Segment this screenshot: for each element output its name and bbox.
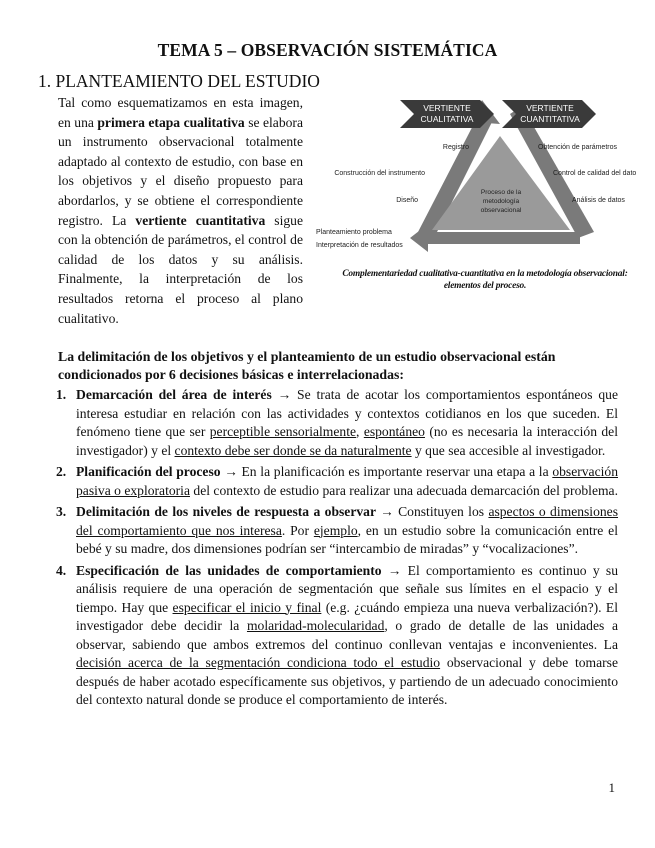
item-number: 4. xyxy=(56,562,67,578)
item-number: 2. xyxy=(56,464,67,479)
page-title: TEMA 5 – OBSERVACIÓN SISTEMÁTICA xyxy=(157,40,498,60)
decisions-list xyxy=(56,386,618,713)
list-item: 2. Planificación del proceso → En la planificación es importante reservar una etapa a la observación pasiva o exploratoria del contexto de estudio para realizar una adecuada demarcación del problema. xyxy=(56,464,618,498)
right-banner-line-2: CUANTITATIVA xyxy=(520,114,580,124)
left-banner-line-1: VERTIENTE xyxy=(423,103,471,113)
label-planteamiento: Planteamiento problema xyxy=(316,229,392,236)
label-interpretacion: Interpretación de resultados xyxy=(316,242,403,249)
item-heading: Especificación de las unidades de comportamiento → xyxy=(76,562,402,578)
label-construccion: Construcción del instrumento xyxy=(334,170,425,177)
center-line-2: metodología xyxy=(482,198,520,205)
item-number: 3. xyxy=(56,504,67,519)
bottom-arrowhead xyxy=(410,224,428,252)
lead-paragraph: La delimitación de los objetivos y el planteamiento de un estudio observacional están condicionados por 6 decisiones básicas e interrelacionadas: xyxy=(58,349,556,383)
label-diseno: Diseño xyxy=(396,197,418,204)
label-registro: Registro xyxy=(442,144,469,151)
center-line-3: observacional xyxy=(480,207,522,214)
right-banner-line-1: VERTIENTE xyxy=(526,103,574,113)
left-banner-line-2: CUALITATIVA xyxy=(420,114,474,124)
list-item: 3. Delimitación de los niveles de respuesta a observar → Constituyen los aspectos o dimensiones del comportamiento que nos interesa. Por ejemplo, en un estudio sobre la comunicación entre el bebé y su madre, dos dimensiones podrían ser “intercambio de miradas” y “vocalizaciones”. xyxy=(56,504,619,556)
item-heading: Planificación del proceso → xyxy=(76,464,238,479)
list-item: 1. Demarcación del área de interés → Se trata de acotar los comportamientos espontáneos que interesa estudiar en relación con las actividades y contextos cotidianos en los que suceden. El fenómeno tiene que ser perceptible sensorialmente, espontáneo (no es necesaria la interacción del investigador) y el contexto debe ser donde se da naturalmente y que sea accesible al investigador. xyxy=(56,387,618,458)
figure-caption: Complementariedad cualitativa-cuantitativa en la metodología observacional: elementos del proceso. xyxy=(342,269,628,291)
item-heading: Demarcación del área de interés → xyxy=(76,387,292,402)
center-line-1: Proceso de la xyxy=(480,189,522,196)
intro-paragraph: Tal como esquematizamos en esta imagen, en una primera etapa cualitativa se elabora un instrumento observacional totalmente adaptado al contexto de estudio, con base en los objetivos y el diseño propuesto para abordarlos, y se obtiene el correspondiente registro. La vertiente cuantitativa sigue con la obtención de parámetros, el control de calidad de los datos y su análisis. Finalmente, la interpretación de los resultados retorna el proceso al plano cualitativo. xyxy=(58,95,304,326)
page-number: 1 xyxy=(608,780,615,795)
list-item: 4. Especificación de las unidades de comportamiento → El comportamiento es continuo y su análisis requiere de una operación de segmentación que señale sus límites en el espacio y el tiempo. Hay que especificar el inicio y final (e.g. ¿cuándo empieza una nueva verbalización?). El investigador debe decidir la molaridad-molecularidad, o grado de detalle de las unidades a observar, sabiendo que ambos extremos del continuo conllevan ventajas e inconvenientes. La decisión acerca de la segmentación condiciona todo el estudio observacional y debe tomarse después de haber acotado específicamente sus objetivos, y partiendo de un adecuado conocimiento del contexto natural donde se produce el comportamiento de interés. xyxy=(56,562,618,707)
label-calidad: Control de calidad del dato xyxy=(553,170,637,177)
label-parametros: Obtención de parámetros xyxy=(538,144,617,151)
bottom-arrow xyxy=(422,232,580,244)
item-number: 1. xyxy=(56,387,67,402)
section-heading: 1. PLANTEAMIENTO DEL ESTUDIO xyxy=(38,71,320,91)
methodology-diagram xyxy=(312,92,642,252)
item-heading: Delimitación de los niveles de respuesta a observar → xyxy=(76,504,394,519)
label-analisis: Análisis de datos xyxy=(572,197,625,204)
